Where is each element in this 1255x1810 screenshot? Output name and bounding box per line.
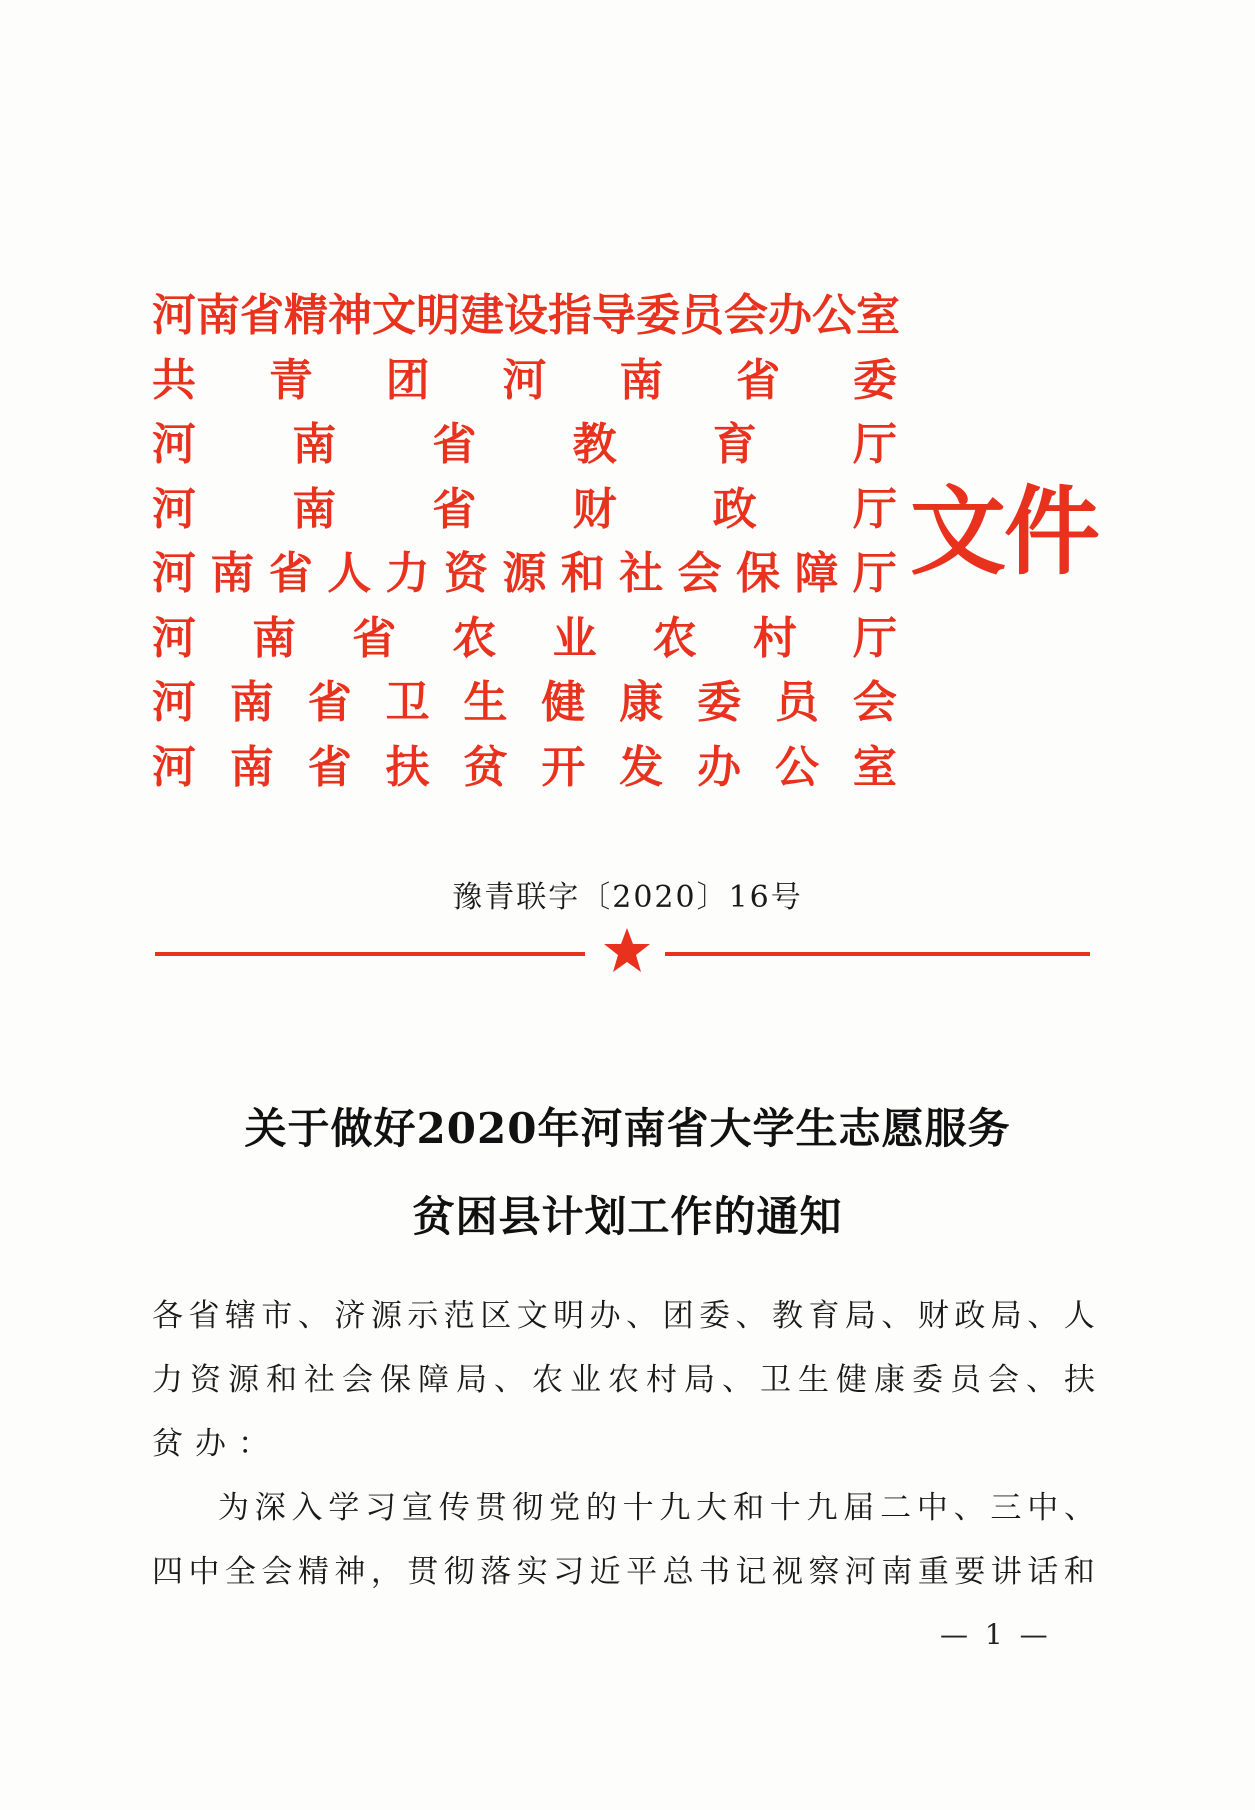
body-line-1: 各 省 辖 市 、 济 源 示 范 区 文 明 办 、 团 委 、 教 育 局 、 财 政 局 、 人 <box>152 1298 1095 1334</box>
document-title-line-2: 贫困县计划工作的通知 <box>412 1192 843 1241</box>
document-number: 豫青联字〔2020〕16号 <box>452 880 803 915</box>
red-divider <box>155 926 1090 982</box>
body-line-3: 贫办： <box>152 1426 281 1462</box>
issuer-name: 河 南 省 教 育 厅 <box>152 419 897 470</box>
divider-line-right <box>665 952 1090 956</box>
issuer-name: 共 青 团 河 南 省 委 <box>152 354 897 406</box>
body-line-5: 四 中 全 会 精 神 ， 贯 彻 落 实 习 近 平 总 书 记 视 察 河 南 重 要 讲 话 和 <box>152 1554 1095 1590</box>
issuer-list <box>152 284 900 800</box>
star-icon <box>602 926 652 976</box>
issuer-name: 河 南 省 财 政 厅 <box>152 483 897 535</box>
document-type-label: 文件 <box>910 475 1098 588</box>
document-title-line-1: 关于做好2020年河南省大学生志愿服务 <box>244 1104 1011 1153</box>
issuer-name: 河 南 省 精 神 文 明 建 设 指 导 委 员 会 办 公 室 <box>152 290 900 341</box>
issuer-name: 河 南 省 卫 生 健 康 委 员 会 <box>152 677 897 728</box>
page-number: — 1 — <box>940 1618 1052 1651</box>
issuer-name: 河 南 省 扶 贫 开 发 办 公 室 <box>152 741 897 793</box>
divider-line-left <box>155 952 585 956</box>
body-line-2: 力 资 源 和 社 会 保 障 局 、 农 业 农 村 局 、 卫 生 健 康 委 员 会 、 扶 <box>152 1362 1095 1398</box>
issuer-name: 河 南 省 人 力 资 源 和 社 会 保 障 厅 <box>152 548 897 599</box>
body-line-4: 为 深 入 学 习 宣 传 贯 彻 党 的 十 九 大 和 十 九 届 二 中 、 三 中 、 <box>218 1490 1095 1526</box>
issuer-name: 河 南 省 农 业 农 村 厅 <box>152 612 897 664</box>
